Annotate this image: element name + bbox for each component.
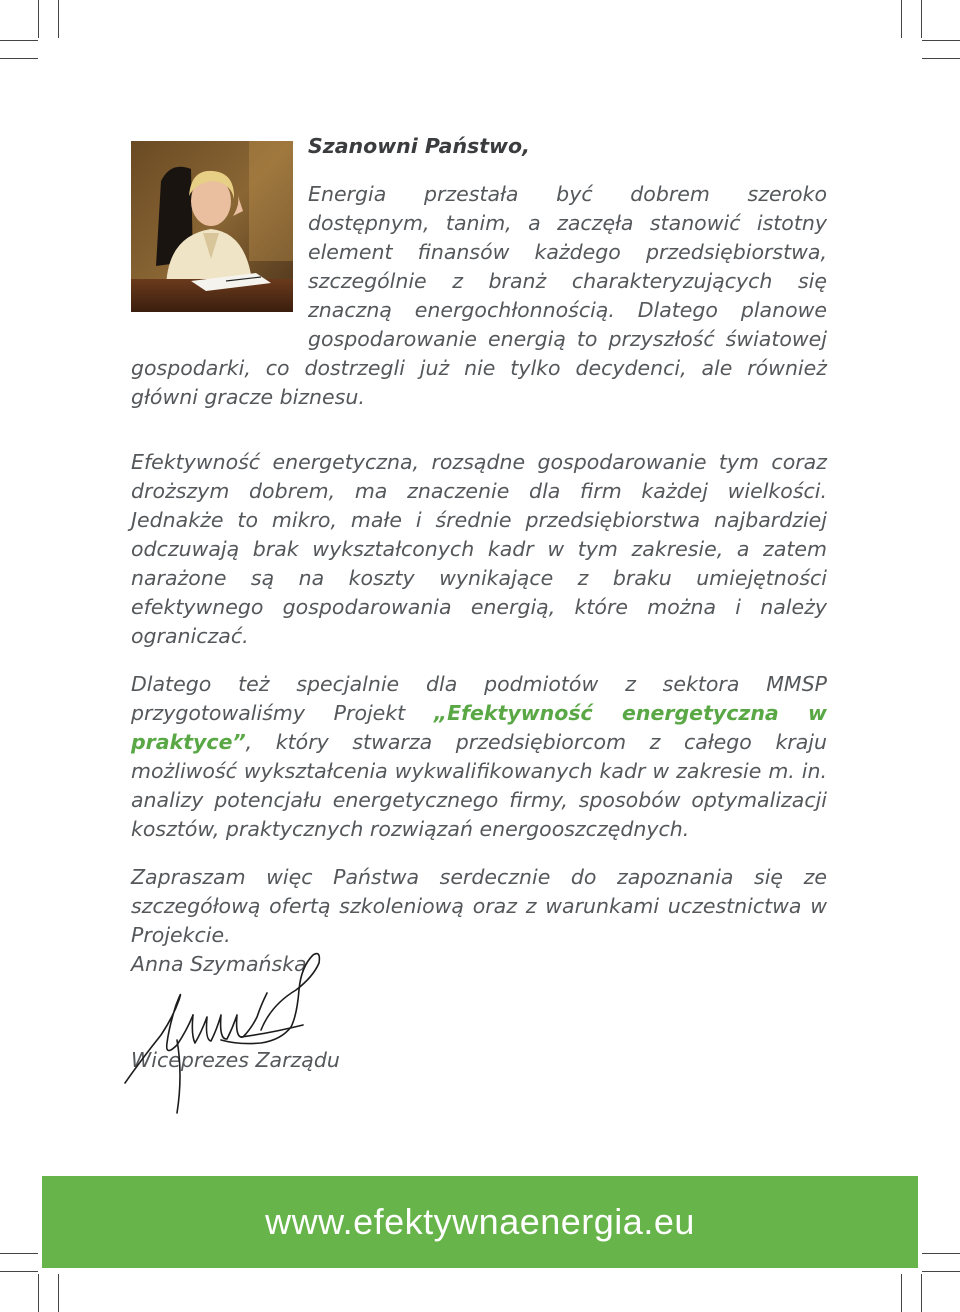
crop-mark — [0, 1271, 38, 1272]
crop-mark — [901, 0, 902, 38]
paragraph-3-text-start: Dlatego też specjalnie dla podmiotów z sektora MMSP przygotowaliśmy Projekt — [131, 672, 827, 725]
crop-mark — [58, 1274, 59, 1312]
project-name-highlight: „Efektywność energetyczna w praktyce” — [131, 701, 827, 754]
signature-block — [131, 950, 391, 1120]
crop-mark — [921, 1274, 922, 1312]
letter-paragraph-3 — [131, 670, 827, 844]
photo-spacer — [131, 170, 308, 350]
crop-mark — [922, 1253, 960, 1254]
letter-body — [131, 132, 827, 969]
letter-salutation: Szanowni Państwo, — [308, 134, 530, 158]
paragraph-3-text-end: , który stwarza przedsiębiorcom z całego kraju możliwość wykształcenia wykwalifikowanych kadr w zakresie m. in. analizy potencjału energetycznego firmy, sposobów optymalizacji kosztów, praktycznych rozwiązań energooszczędnych. — [131, 730, 827, 841]
crop-mark — [901, 1274, 902, 1312]
footer-banner — [42, 1176, 918, 1268]
crop-mark — [921, 0, 922, 38]
crop-mark — [0, 58, 38, 59]
handwritten-signature — [121, 945, 341, 1120]
letter-paragraph-4: Zapraszam więc Państwa serdecznie do zapoznania się ze szczegółową ofertą szkoleniową oraz z warunkami uczestnictwa w Projekcie. — [131, 865, 827, 947]
crop-mark — [922, 1271, 960, 1272]
signer-title: Wiceprezes Zarządu — [131, 1048, 340, 1072]
website-link[interactable]: www.efektywnaenergia.eu — [265, 1201, 695, 1242]
crop-mark — [38, 0, 39, 38]
crop-mark — [0, 1253, 38, 1254]
letter-paragraph-2: Efektywność energetyczna, rozsądne gospodarowanie tym coraz droższym dobrem, ma znaczenie dla firm każdej wielkości. Jednakże to mikro, małe i średnie przedsiębiorstwa najbardziej odczuwają brak wykształconych kadr w tym zakresie, a zatem narażone są na koszty wynikające z braku umiejętności efektywnego gospodarowania energią, które można i należy ograniczać. — [131, 450, 827, 648]
signer-name: Anna Szymańska — [131, 952, 307, 976]
crop-mark — [38, 1274, 39, 1312]
crop-mark — [922, 40, 960, 41]
crop-mark — [0, 40, 38, 41]
crop-mark — [58, 0, 59, 38]
crop-mark — [922, 58, 960, 59]
letter-paragraph-1: Energia przestała być dobrem szeroko dostępnym, tanim, a zaczęła stanowić istotny element finansów każdego przedsiębiorstwa, szczególnie z branż charakteryzujących się znaczną energochłonnością. Dlatego planowe gospodarowanie energią to przyszłość światowej gospodarki, co dostrzegli już nie tylko decydenci, ale również główni gracze biznesu. — [131, 182, 827, 409]
